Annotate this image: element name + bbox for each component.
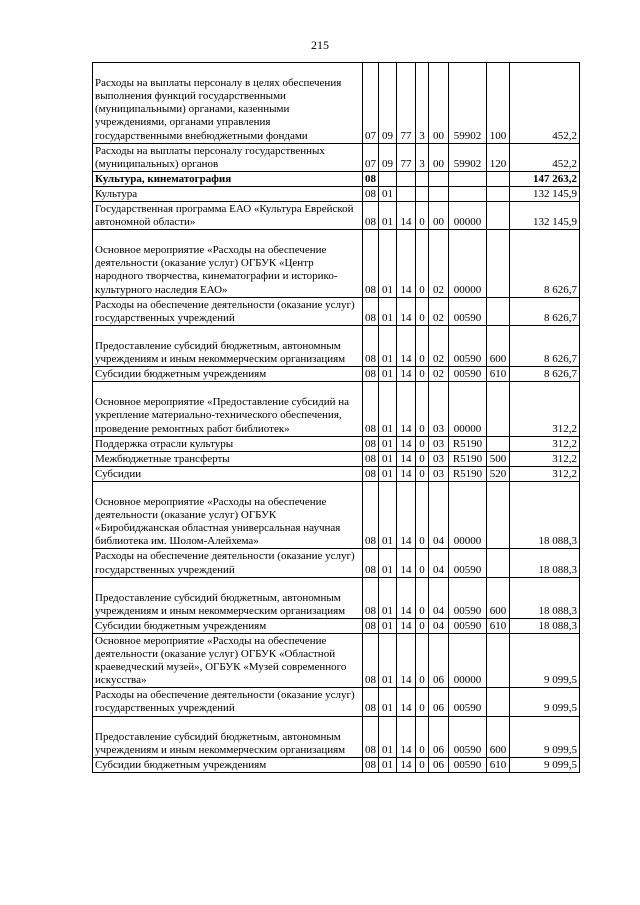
row-code-p3: 03	[429, 436, 449, 451]
row-code-pr: 01	[379, 230, 397, 298]
row-code-vr	[487, 633, 510, 687]
table-row	[93, 297, 580, 325]
row-code-p4: 00590	[449, 297, 487, 325]
row-amount: 8 626,7	[510, 297, 580, 325]
row-code-p1: 14	[397, 618, 416, 633]
row-code-vr: 610	[487, 618, 510, 633]
row-code-p3: 06	[429, 716, 449, 757]
row-code-p3: 03	[429, 382, 449, 436]
row-code-p2: 0	[416, 716, 429, 757]
row-code-rz: 08	[363, 716, 379, 757]
row-code-vr	[487, 171, 510, 186]
row-name: Межбюджетные трансферты	[93, 451, 363, 466]
row-code-p1: 14	[397, 481, 416, 549]
row-code-p4: 00590	[449, 549, 487, 577]
row-code-p3: 02	[429, 297, 449, 325]
row-amount: 452,2	[510, 63, 580, 144]
row-name: Субсидии	[93, 466, 363, 481]
table-row	[93, 230, 580, 298]
row-amount: 9 099,5	[510, 716, 580, 757]
row-code-p1: 14	[397, 436, 416, 451]
row-code-pr: 09	[379, 63, 397, 144]
row-code-p2: 0	[416, 466, 429, 481]
row-code-rz: 08	[363, 549, 379, 577]
row-code-vr: 120	[487, 143, 510, 171]
row-code-p3: 04	[429, 577, 449, 618]
row-amount: 18 088,3	[510, 549, 580, 577]
row-code-rz: 08	[363, 382, 379, 436]
row-code-p4: 00000	[449, 382, 487, 436]
row-code-p1: 14	[397, 451, 416, 466]
row-code-p3: 04	[429, 549, 449, 577]
row-code-p1: 77	[397, 63, 416, 144]
row-code-p3: 04	[429, 618, 449, 633]
table-row	[93, 757, 580, 772]
row-code-rz: 08	[363, 325, 379, 366]
row-code-rz: 07	[363, 63, 379, 144]
row-name: Субсидии бюджетным учреждениям	[93, 618, 363, 633]
row-code-p3: 03	[429, 451, 449, 466]
row-code-vr	[487, 297, 510, 325]
row-code-vr	[487, 382, 510, 436]
row-code-pr: 01	[379, 549, 397, 577]
table-row	[93, 143, 580, 171]
row-code-p2: 0	[416, 201, 429, 229]
row-code-p4: 00000	[449, 633, 487, 687]
table-row	[93, 382, 580, 436]
row-code-p4: 00000	[449, 201, 487, 229]
row-amount: 9 099,5	[510, 633, 580, 687]
row-code-p1: 14	[397, 716, 416, 757]
row-code-p3: 04	[429, 481, 449, 549]
row-code-p1: 14	[397, 367, 416, 382]
row-code-p1: 14	[397, 230, 416, 298]
table-row	[93, 466, 580, 481]
row-code-rz: 08	[363, 297, 379, 325]
row-code-rz: 08	[363, 618, 379, 633]
row-code-p1: 14	[397, 688, 416, 716]
row-code-p3: 02	[429, 230, 449, 298]
row-code-p4: 00590	[449, 367, 487, 382]
row-code-vr: 520	[487, 466, 510, 481]
row-code-pr: 01	[379, 186, 397, 201]
table-row	[93, 577, 580, 618]
row-code-pr	[379, 171, 397, 186]
row-code-p2: 0	[416, 230, 429, 298]
row-name: Расходы на обеспечение деятельности (оказание услуг) государственных учреждений	[93, 688, 363, 716]
row-code-p2: 0	[416, 549, 429, 577]
row-code-p3	[429, 186, 449, 201]
row-amount: 18 088,3	[510, 618, 580, 633]
row-code-p2: 0	[416, 297, 429, 325]
budget-table	[92, 62, 580, 773]
row-code-rz: 08	[363, 633, 379, 687]
row-name: Культура	[93, 186, 363, 201]
row-code-p1: 14	[397, 297, 416, 325]
row-code-rz: 08	[363, 451, 379, 466]
row-code-pr: 01	[379, 436, 397, 451]
row-code-p2: 0	[416, 325, 429, 366]
row-code-pr: 01	[379, 757, 397, 772]
row-name: Основное мероприятие «Расходы на обеспечение деятельности (оказание услуг) ОГБУК «Областной краеведческий музей», ОГБУК «Музей современного искусства»	[93, 633, 363, 687]
table-row	[93, 549, 580, 577]
row-amount: 18 088,3	[510, 481, 580, 549]
row-code-p3: 06	[429, 757, 449, 772]
table-row	[93, 325, 580, 366]
row-code-p4: 59902	[449, 63, 487, 144]
row-code-p2: 0	[416, 451, 429, 466]
row-code-p3	[429, 171, 449, 186]
row-code-p4: 00590	[449, 577, 487, 618]
row-code-p3: 02	[429, 325, 449, 366]
table-row	[93, 451, 580, 466]
row-name: Расходы на выплаты персоналу в целях обеспечения выполнения функций государственными (муниципальными) органами, казенными учреждениями, органами управления государственными внебюджетными фондами	[93, 63, 363, 144]
row-code-rz: 08	[363, 186, 379, 201]
row-code-rz: 08	[363, 577, 379, 618]
row-code-p1	[397, 186, 416, 201]
row-name: Основное мероприятие «Предоставление субсидий на укрепление материально-технического обеспечения, проведение ремонтных работ библиотек»	[93, 382, 363, 436]
row-code-vr	[487, 688, 510, 716]
row-code-vr	[487, 186, 510, 201]
row-name: Государственная программа ЕАО «Культура Еврейской автономной области»	[93, 201, 363, 229]
row-name: Основное мероприятие «Расходы на обеспечение деятельности (оказание услуг) ОГБУК «Биробиджанская областная универсальная научная библиотека им. Шолом-Алейхема»	[93, 481, 363, 549]
row-name: Культура, кинематография	[93, 171, 363, 186]
row-code-p2: 0	[416, 382, 429, 436]
row-code-p2: 3	[416, 63, 429, 144]
table-row	[93, 186, 580, 201]
row-code-p2	[416, 186, 429, 201]
row-code-vr: 500	[487, 451, 510, 466]
row-code-p4: 00590	[449, 325, 487, 366]
row-code-pr: 01	[379, 382, 397, 436]
row-amount: 9 099,5	[510, 688, 580, 716]
row-code-p3: 06	[429, 688, 449, 716]
row-code-p4	[449, 171, 487, 186]
row-code-pr: 01	[379, 716, 397, 757]
row-name: Субсидии бюджетным учреждениям	[93, 757, 363, 772]
row-name: Расходы на выплаты персоналу государственных (муниципальных) органов	[93, 143, 363, 171]
table-row	[93, 688, 580, 716]
row-amount: 312,2	[510, 382, 580, 436]
row-code-vr	[487, 549, 510, 577]
row-code-pr: 01	[379, 481, 397, 549]
row-code-p3: 06	[429, 633, 449, 687]
row-code-pr: 09	[379, 143, 397, 171]
row-code-rz: 08	[363, 466, 379, 481]
row-amount: 8 626,7	[510, 325, 580, 366]
row-code-pr: 01	[379, 451, 397, 466]
row-code-p2: 0	[416, 367, 429, 382]
row-code-pr: 01	[379, 297, 397, 325]
row-code-vr	[487, 201, 510, 229]
row-code-p3: 03	[429, 466, 449, 481]
row-code-p4: R5190	[449, 466, 487, 481]
row-code-p3: 00	[429, 143, 449, 171]
row-name: Предоставление субсидий бюджетным, автономным учреждениям и иным некоммерческим организациям	[93, 716, 363, 757]
table-row	[93, 201, 580, 229]
row-name: Предоставление субсидий бюджетным, автономным учреждениям и иным некоммерческим организациям	[93, 325, 363, 366]
row-code-vr: 600	[487, 577, 510, 618]
row-amount: 8 626,7	[510, 367, 580, 382]
row-name: Расходы на обеспечение деятельности (оказание услуг) государственных учреждений	[93, 549, 363, 577]
row-amount: 18 088,3	[510, 577, 580, 618]
row-code-p2: 0	[416, 633, 429, 687]
row-code-p4: 00000	[449, 481, 487, 549]
row-code-rz: 08	[363, 481, 379, 549]
row-code-p1: 14	[397, 466, 416, 481]
row-code-p3: 00	[429, 201, 449, 229]
table-row	[93, 633, 580, 687]
table-body	[93, 63, 580, 773]
row-code-p1: 14	[397, 757, 416, 772]
row-name: Предоставление субсидий бюджетным, автономным учреждениям и иным некоммерческим организациям	[93, 577, 363, 618]
row-code-vr	[487, 436, 510, 451]
row-code-vr	[487, 230, 510, 298]
row-code-p1: 14	[397, 577, 416, 618]
row-code-p3: 02	[429, 367, 449, 382]
table-row	[93, 63, 580, 144]
row-code-rz: 08	[363, 201, 379, 229]
table-row	[93, 436, 580, 451]
row-code-p1: 14	[397, 549, 416, 577]
row-code-p1: 14	[397, 382, 416, 436]
row-code-rz: 08	[363, 230, 379, 298]
row-amount: 132 145,9	[510, 201, 580, 229]
row-code-p4	[449, 186, 487, 201]
row-amount: 147 263,2	[510, 171, 580, 186]
row-code-pr: 01	[379, 633, 397, 687]
row-code-p4: R5190	[449, 436, 487, 451]
row-code-p2: 0	[416, 688, 429, 716]
row-code-p4: 00590	[449, 757, 487, 772]
row-code-p1: 14	[397, 325, 416, 366]
row-name: Расходы на обеспечение деятельности (оказание услуг) государственных учреждений	[93, 297, 363, 325]
row-amount: 312,2	[510, 451, 580, 466]
row-code-rz: 08	[363, 757, 379, 772]
row-code-vr: 610	[487, 367, 510, 382]
row-code-pr: 01	[379, 577, 397, 618]
row-code-pr: 01	[379, 688, 397, 716]
table-row	[93, 367, 580, 382]
row-code-pr: 01	[379, 618, 397, 633]
row-code-p3: 00	[429, 63, 449, 144]
row-code-p1: 14	[397, 201, 416, 229]
row-code-p1: 14	[397, 633, 416, 687]
row-code-pr: 01	[379, 367, 397, 382]
row-code-p2: 3	[416, 143, 429, 171]
page-number: 215	[311, 38, 329, 52]
row-name: Основное мероприятие «Расходы на обеспечение деятельности (оказание услуг) ОГБУК «Центр народного творчества, кинематографии и историко-культурного наследия ЕАО»	[93, 230, 363, 298]
row-code-vr: 100	[487, 63, 510, 144]
row-code-pr: 01	[379, 325, 397, 366]
row-code-p2: 0	[416, 436, 429, 451]
row-code-p2: 0	[416, 757, 429, 772]
row-code-p4: 00590	[449, 716, 487, 757]
row-amount: 312,2	[510, 466, 580, 481]
row-code-rz: 07	[363, 143, 379, 171]
row-code-p2: 0	[416, 481, 429, 549]
row-code-rz: 08	[363, 171, 379, 186]
row-code-p2: 0	[416, 577, 429, 618]
row-code-rz: 08	[363, 436, 379, 451]
row-amount: 312,2	[510, 436, 580, 451]
row-code-p4: 00000	[449, 230, 487, 298]
row-code-vr: 600	[487, 716, 510, 757]
row-code-p1: 77	[397, 143, 416, 171]
row-code-p1	[397, 171, 416, 186]
row-code-p4: 00590	[449, 618, 487, 633]
row-code-vr: 610	[487, 757, 510, 772]
table-row	[93, 481, 580, 549]
row-name: Субсидии бюджетным учреждениям	[93, 367, 363, 382]
row-code-rz: 08	[363, 688, 379, 716]
row-code-rz: 08	[363, 367, 379, 382]
row-code-pr: 01	[379, 466, 397, 481]
row-code-p2	[416, 171, 429, 186]
row-code-vr	[487, 481, 510, 549]
table-row	[93, 171, 580, 186]
table-row	[93, 618, 580, 633]
row-code-p4: 00590	[449, 688, 487, 716]
row-code-vr: 600	[487, 325, 510, 366]
row-amount: 8 626,7	[510, 230, 580, 298]
table-row	[93, 716, 580, 757]
row-code-pr: 01	[379, 201, 397, 229]
row-amount: 132 145,9	[510, 186, 580, 201]
row-amount: 452,2	[510, 143, 580, 171]
row-name: Поддержка отрасли культуры	[93, 436, 363, 451]
row-code-p2: 0	[416, 618, 429, 633]
row-amount: 9 099,5	[510, 757, 580, 772]
row-code-p4: R5190	[449, 451, 487, 466]
row-code-p4: 59902	[449, 143, 487, 171]
